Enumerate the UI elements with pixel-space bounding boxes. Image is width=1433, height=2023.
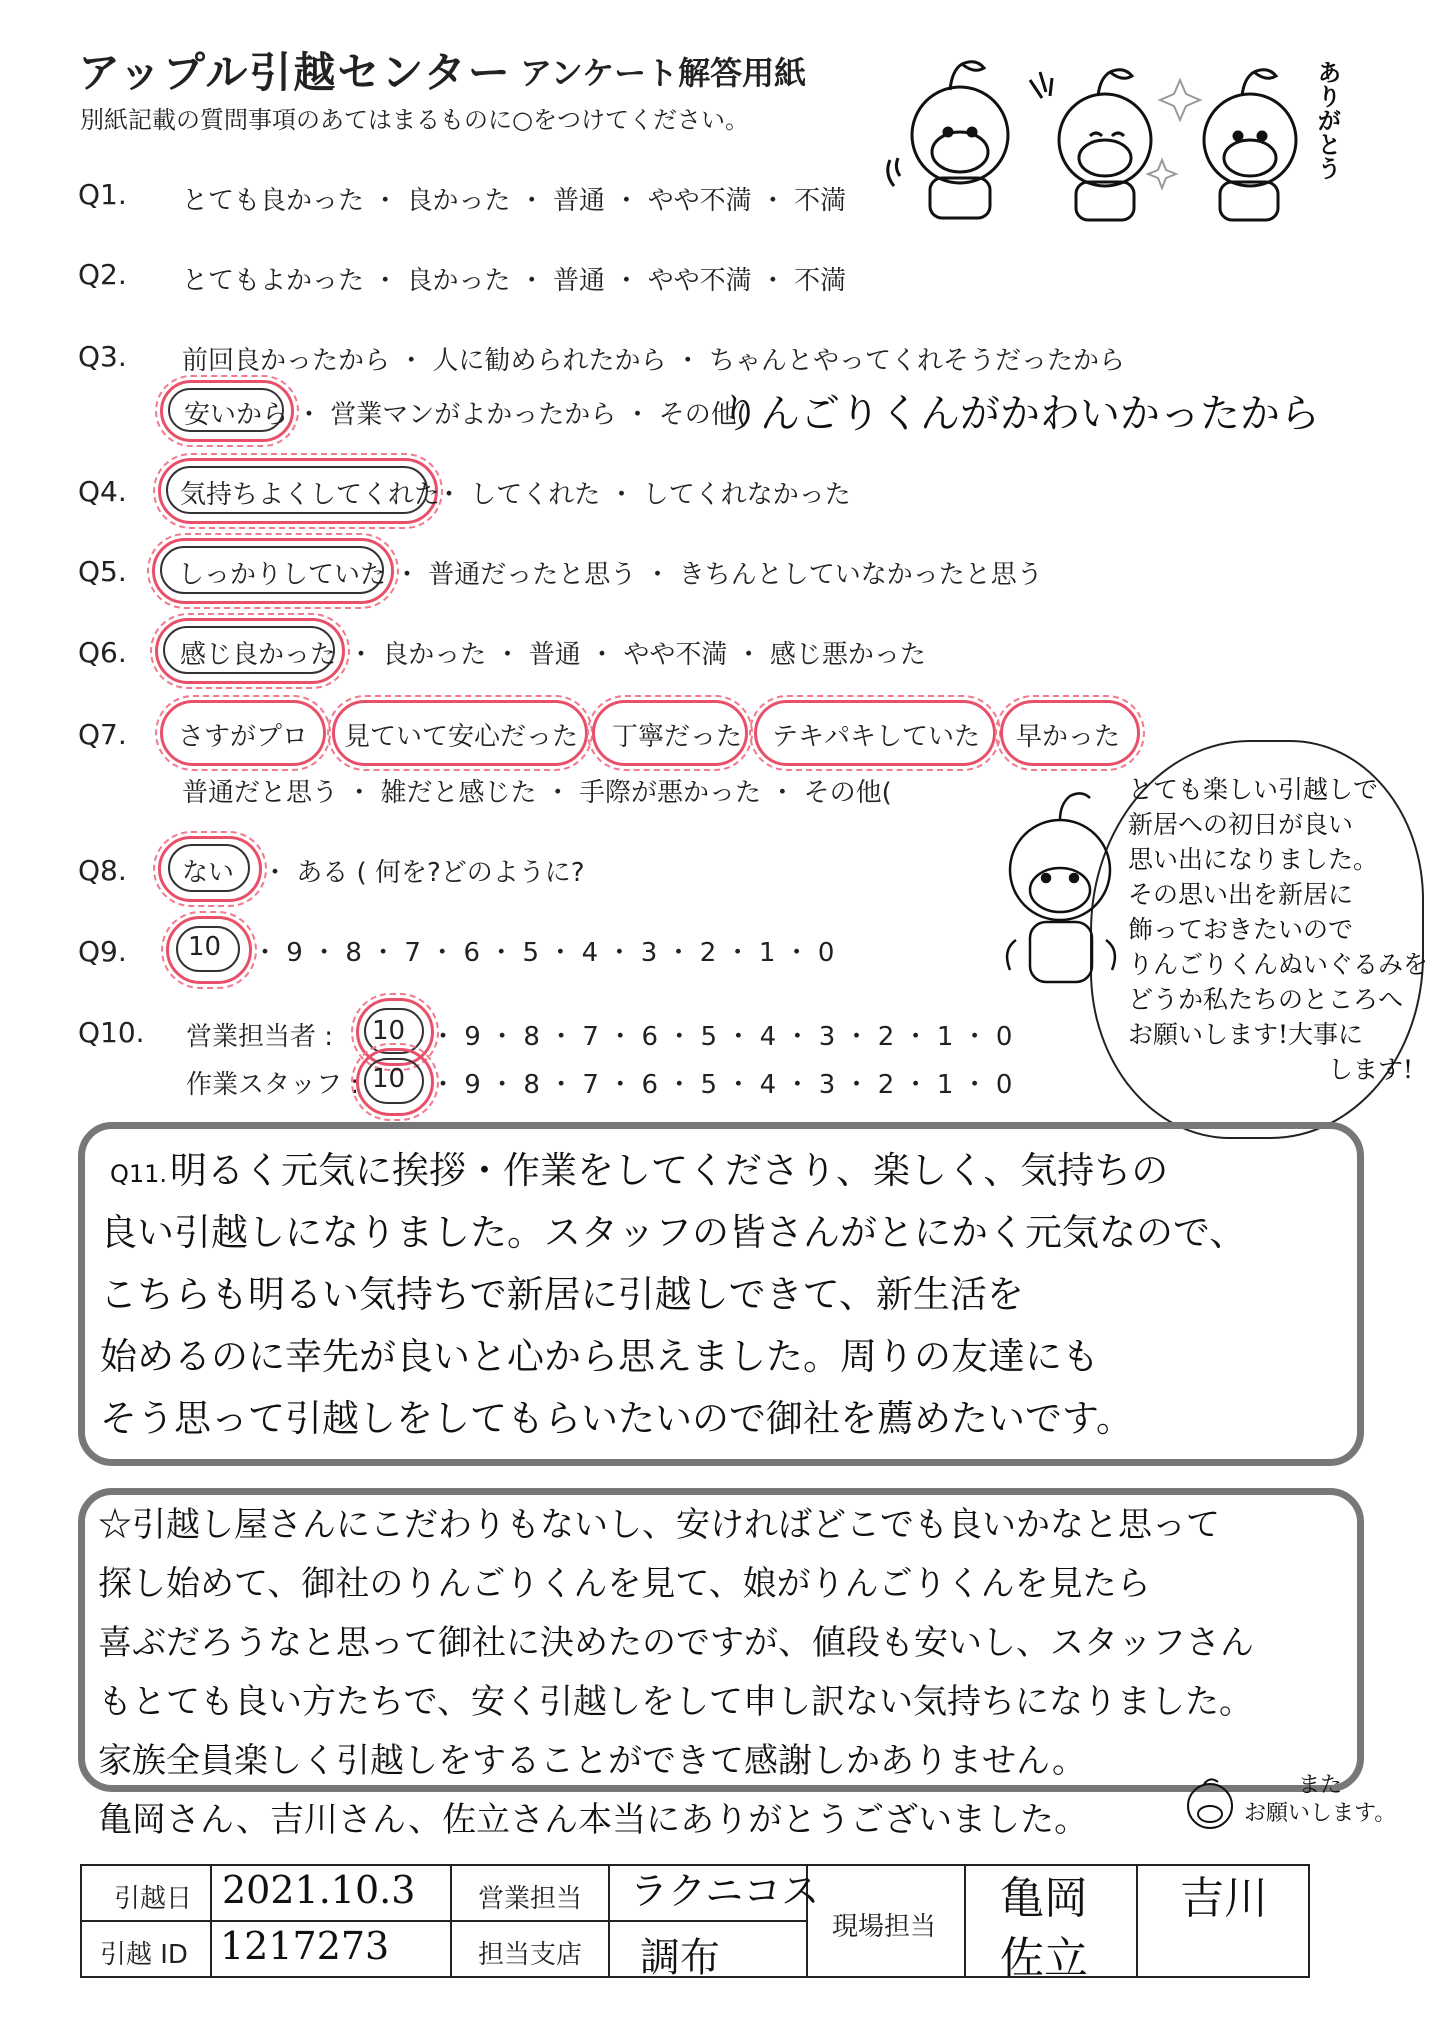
q8-number: Q8.: [78, 854, 127, 887]
q11-line: 始めるのに幸先が良いと心から思えました。周りの友達にも: [100, 1335, 1099, 1378]
bubble-line: りんごりくんぬいぐるみを: [1128, 950, 1429, 979]
branch-value: 調布: [640, 1935, 720, 1981]
mascot-face-doodle: [1180, 1774, 1240, 1834]
q4-number: Q4.: [78, 475, 127, 508]
q7-option-reassuring: 見ていて安心だった: [344, 722, 579, 752]
q11-line: 明るく元気に挨拶・作業をしてくださり、楽しく、気持ちの: [170, 1149, 1169, 1192]
bubble-line: 新居への初日が良い: [1128, 810, 1354, 839]
q7-option-efficient: テキパキしていた: [772, 722, 981, 752]
move-id-label: 引越 ID: [100, 1940, 188, 1970]
q9-options-rest: ・ 9 ・ 8 ・ 7 ・ 6 ・ 5 ・ 4 ・ 3 ・ 2 ・ 1 ・ 0: [252, 938, 835, 968]
q10-number: Q10.: [78, 1016, 145, 1049]
comment-text: [98, 1496, 1254, 1850]
q4-options-rest: ・ してくれた ・ してくれなかった: [436, 480, 851, 510]
q6-number: Q6.: [78, 636, 127, 669]
mascot-doodle: [990, 790, 1140, 1010]
q11-line: こちらも明るい気持ちで新居に引越しできて、新生活を: [100, 1273, 1024, 1316]
site-staff-2: 吉川: [1180, 1873, 1268, 1924]
q3-options-rest: ・ 営業マンがよかったから ・ その他(: [296, 400, 747, 430]
q7-number: Q7.: [78, 718, 127, 751]
q3-other-text: りんごりくんがかわいかったから: [720, 391, 1320, 437]
q2-options: とてもよかった ・ 良かった ・ 普通 ・ やや不満 ・ 不満: [182, 266, 847, 296]
q8-options-rest: ・ ある ( 何を?どのように?: [262, 858, 585, 888]
q10-staff-label: 作業スタッフ :: [186, 1070, 360, 1100]
q2-number: Q2.: [78, 258, 127, 291]
sales-label: 営業担当: [478, 1884, 583, 1914]
bubble-line: 飾っておきたいので: [1128, 915, 1354, 944]
q1-options: とても良かった ・ 良かった ・ 普通 ・ やや不満 ・ 不満: [182, 186, 847, 216]
q4-option-selected: 気持ちよくしてくれた: [180, 480, 441, 510]
comment-line: 家族全員楽しく引越しをすることができて感謝しかありません。: [98, 1741, 1087, 1781]
instruction-text: 別紙記載の質問事項のあてはまるものに○をつけてください。: [80, 106, 749, 134]
q7-line2: 普通だと思う ・ 雑だと感じた ・ 手際が悪かった ・ その他(: [182, 778, 892, 808]
q3-line1: 前回良かったから ・ 人に勧められたから ・ ちゃんとやってくれそうだったから: [182, 346, 1126, 376]
q11-answer-text-cont: [100, 1202, 1246, 1450]
move-id-value: 1217273: [220, 1924, 390, 1968]
q7-option-fast: 早かった: [1016, 722, 1121, 752]
q5-number: Q5.: [78, 555, 127, 588]
q3-option-cheap: 安いから: [184, 400, 289, 430]
q11-line: そう思って引越しをしてもらいたいので御社を薦めたいです。: [100, 1397, 1134, 1440]
comment-line: もとても良い方たちで、安く引越しをして申し訳ない気持ちになりました。: [98, 1682, 1253, 1722]
q3-number: Q3.: [78, 340, 127, 373]
form-title: アンケート解答用紙: [520, 54, 807, 92]
comment-line: 探し始めて、御社のりんごりくんを見て、娘がりんごりくんを見たら: [98, 1564, 1151, 1604]
mascot-illustration: [880, 40, 1340, 230]
comment-line: 亀岡さん、吉川さん、佐立さん本当にありがとうございました。: [98, 1800, 1089, 1840]
q10-staff-rest: ・ 9 ・ 8 ・ 7 ・ 6 ・ 5 ・ 4 ・ 3 ・ 2 ・ 1 ・ 0: [430, 1070, 1013, 1100]
note-line: お願いします。: [1244, 1801, 1397, 1826]
speech-bubble-text: [1128, 772, 1428, 1087]
q10-sales-label: 営業担当者 :: [186, 1022, 334, 1052]
branch-label: 担当支店: [478, 1940, 583, 1970]
q5-options-rest: ・ 普通だったと思う ・ きちんとしていなかったと思う: [394, 560, 1043, 590]
bubble-line: します!: [1328, 1055, 1414, 1084]
q11-line: 良い引越しになりました。スタッフの皆さんがとにかく元気なので、: [100, 1211, 1247, 1254]
q6-options-rest: ・ 良かった ・ 普通 ・ やや不満 ・ 感じ悪かった: [348, 640, 926, 670]
q6-option-selected: 感じ良かった: [180, 640, 337, 670]
q11-answer-text: [170, 1140, 1168, 1202]
company-name: アップル引越センター: [78, 48, 512, 97]
site-staff-label: 現場担当: [832, 1912, 937, 1942]
q9-option-selected: 10: [188, 932, 222, 962]
bubble-line: 思い出になりました。: [1128, 845, 1379, 874]
q9-number: Q9.: [78, 935, 127, 968]
move-date-label: 引越日: [114, 1884, 193, 1914]
q10-sales-rest: ・ 9 ・ 8 ・ 7 ・ 6 ・ 5 ・ 4 ・ 3 ・ 2 ・ 1 ・ 0: [430, 1022, 1013, 1052]
bubble-line: とても楽しい引越しで: [1128, 775, 1379, 804]
note-line: また: [1298, 1773, 1343, 1798]
comment-line: 喜ぶだろうなと思って御社に決めたのですが、値段も安いし、スタッフさん: [98, 1623, 1254, 1663]
q7-option-pro: さすがプロ: [178, 722, 309, 752]
comment-note: [1244, 1772, 1396, 1828]
site-staff-3: 佐立: [1000, 1933, 1088, 1984]
q1-number: Q1.: [78, 178, 127, 211]
site-staff-1: 亀岡: [1000, 1873, 1088, 1924]
q8-option-selected: ない: [182, 858, 235, 888]
bubble-line: その思い出を新居に: [1128, 880, 1354, 909]
move-date-value: 2021.10.3: [222, 1868, 416, 1912]
bubble-line: お願いします!大事に: [1128, 1020, 1364, 1049]
q5-option-selected: しっかりしていた: [178, 560, 387, 590]
q11-label: Q11.: [110, 1160, 168, 1188]
sales-value: ラクニコス: [630, 1869, 820, 1913]
comment-line: ☆引越し屋さんにこだわりもないし、安ければどこでも良いかなと思って: [98, 1505, 1220, 1545]
q10-sales-selected: 10: [372, 1016, 406, 1046]
q7-option-polite: 丁寧だった: [612, 722, 743, 752]
mascot-caption: ありがとう: [1313, 60, 1342, 180]
bubble-line: どうか私たちのところへ: [1128, 985, 1404, 1014]
q10-staff-selected: 10: [372, 1064, 406, 1094]
